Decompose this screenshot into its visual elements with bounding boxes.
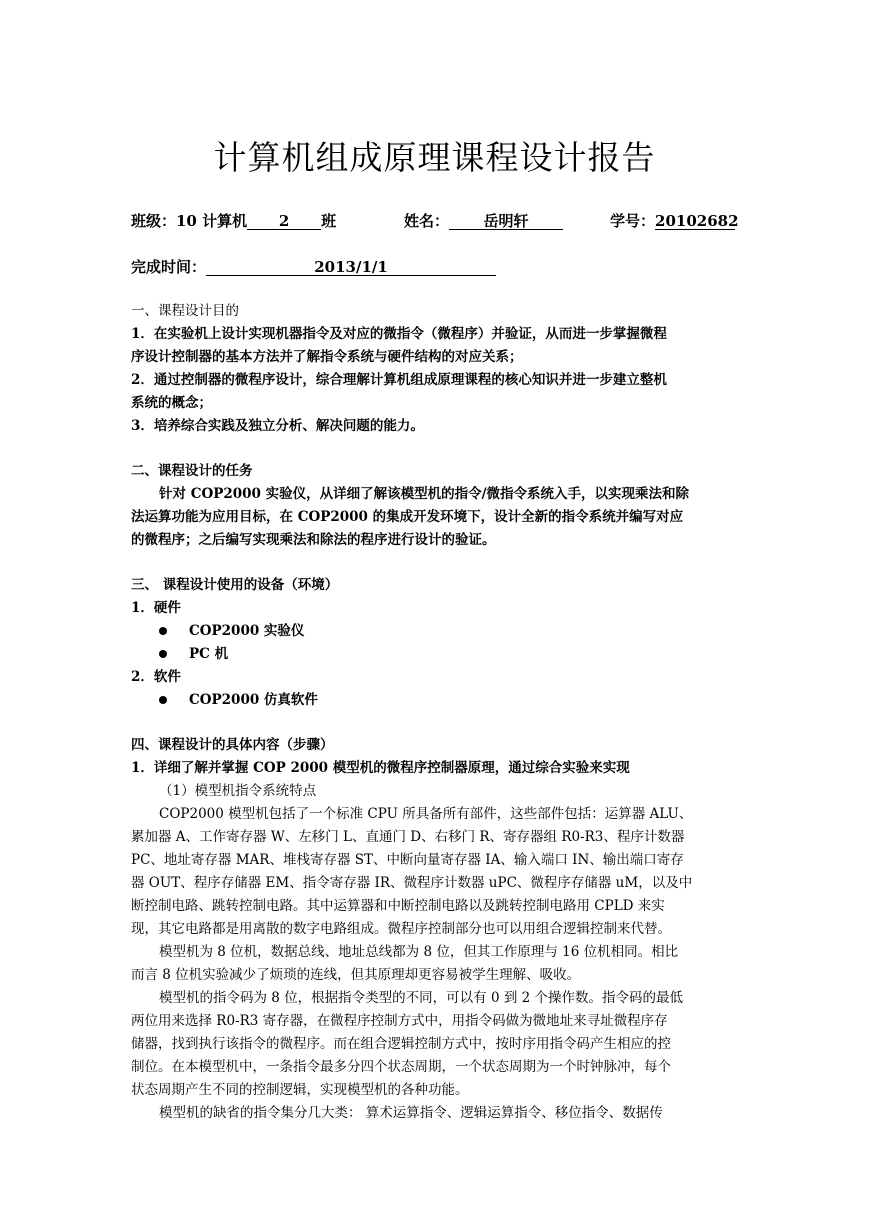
section1-item1-line1: 1．在实验机上设计实现机器指令及对应的微指令（微程序）并验证，从而进一步掌握微程 (131, 326, 667, 342)
report-title: 计算机组成原理课程设计报告 (213, 138, 656, 177)
hardware-item-1: COP2000 实验仪 (159, 620, 304, 643)
class-label: 班级：10 计算机 (131, 212, 248, 230)
para3-line-3: 储器，找到执行该指令的微程序。而在组合逻辑控制方式中，按时序用指令码产生相应的控 (131, 1036, 671, 1052)
para1-line-5: 断控制电路、跳转控制电路。其中运算器和中断控制电路以及跳转控制电路用 CPLD 来实 (131, 898, 665, 914)
hardware-item-2: PC 机 (159, 643, 228, 666)
section3-hardware: 1．硬件 (131, 600, 181, 616)
section3-heading: 三、 课程设计使用的设备（环境） (131, 577, 339, 593)
para2-line-1: 模型机为 8 位机，数据总线、地址总线都为 8 位，但其工作原理与 16 位机相同。相比 (159, 944, 679, 960)
section2-para-line2: 法运算功能为应用目标，在 COP2000 的集成开发环境下，设计全新的指令系统并编写对应 (131, 509, 684, 525)
section2-heading: 二、课程设计的任务 (131, 463, 253, 479)
section4-heading: 四、课程设计的具体内容（步骤） (131, 737, 334, 753)
section2-para-line3: 的微程序；之后编写实现乘法和除法的程序进行设计的验证。 (131, 532, 496, 548)
section2-para-line1: 针对 COP2000 实验仪，从详细了解该模型机的指令/微指令系统入手，以实现乘法和除 (159, 486, 690, 502)
section1-item3: 3．培养综合实践及独立分析、解决问题的能力。 (131, 418, 424, 434)
section4-sub1-1: （1）模型机指令系统特点 (159, 783, 317, 799)
bullet-dot-icon (159, 650, 167, 658)
para1-line-3: PC、地址寄存器 MAR、堆栈寄存器 ST、中断向量寄存器 IA、输入端口 IN、输出端口寄存 (131, 852, 684, 868)
para1-line-2: 累加器 A、工作寄存器 W、左移门 L、直通门 D、右移门 R、寄存器组 R0-R3、程序计数器 (131, 829, 685, 845)
time-label: 完成时间： (131, 258, 207, 276)
section3-software: 2．软件 (131, 669, 181, 685)
time-value: 2013/1/1 (314, 258, 388, 276)
para4-line-1: 模型机的缺省的指令集分几大类： 算术运算指令、逻辑运算指令、移位指令、数据传 (159, 1105, 663, 1121)
class-field (131, 211, 336, 231)
bullet-dot-icon (159, 627, 167, 635)
class-value: 2 (247, 211, 321, 230)
para2-line-2: 而言 8 位机实验减少了烦琐的连线，但其原理却更容易被学生理解、吸收。 (131, 967, 581, 983)
bullet-dot-icon (159, 696, 167, 704)
id-field (610, 211, 739, 231)
para1-line-1: COP2000 模型机包括了一个标准 CPU 所具备所有部件，这些部件包括：运算器 ALU、 (159, 806, 693, 822)
section1-heading: 一、课程设计目的 (131, 303, 239, 319)
name-field (404, 211, 563, 231)
para3-line-4: 制位。在本模型机中，一条指令最多分四个状态周期，一个状态周期为一个时钟脉冲，每个 (131, 1059, 671, 1075)
name-label: 姓名： (404, 212, 450, 230)
section4-sub1: 1．详细了解并掌握 COP 2000 模型机的微程序控制器原理，通过综合实验来实现 (131, 760, 630, 776)
time-field (131, 257, 496, 277)
class-suffix: 班 (321, 212, 337, 230)
section1-item2-line1: 2．通过控制器的微程序设计，综合理解计算机组成原理课程的核心知识并进一步建立整机 (131, 372, 667, 388)
id-value: 20102682 (655, 212, 739, 230)
section1-item1-line2: 序设计控制器的基本方法并了解指令系统与硬件结构的对应关系； (131, 349, 523, 365)
software-item-1: COP2000 仿真软件 (159, 689, 318, 712)
para3-line-5: 状态周期产生不同的控制逻辑，实现模型机的各种功能。 (131, 1082, 469, 1098)
id-label: 学号： (610, 212, 656, 230)
para1-line-4: 器 OUT、程序存储器 EM、指令寄存器 IR、微程序计数器 uPC、微程序存储器 uM，以及中 (131, 875, 693, 891)
name-value: 岳明轩 (449, 211, 563, 230)
para3-line-1: 模型机的指令码为 8 位，根据指令类型的不同，可以有 0 到 2 个操作数。指令码的最低 (159, 990, 684, 1006)
para3-line-2: 两位用来选择 R0-R3 寄存器，在微程序控制方式中，用指令码做为微地址来寻址微程序存 (131, 1013, 668, 1029)
para1-line-6: 现，其它电路都是用离散的数字电路组成。微程序控制部分也可以用组合逻辑控制来代替。 (131, 921, 671, 937)
section1-item2-line2: 系统的概念； (131, 395, 212, 411)
